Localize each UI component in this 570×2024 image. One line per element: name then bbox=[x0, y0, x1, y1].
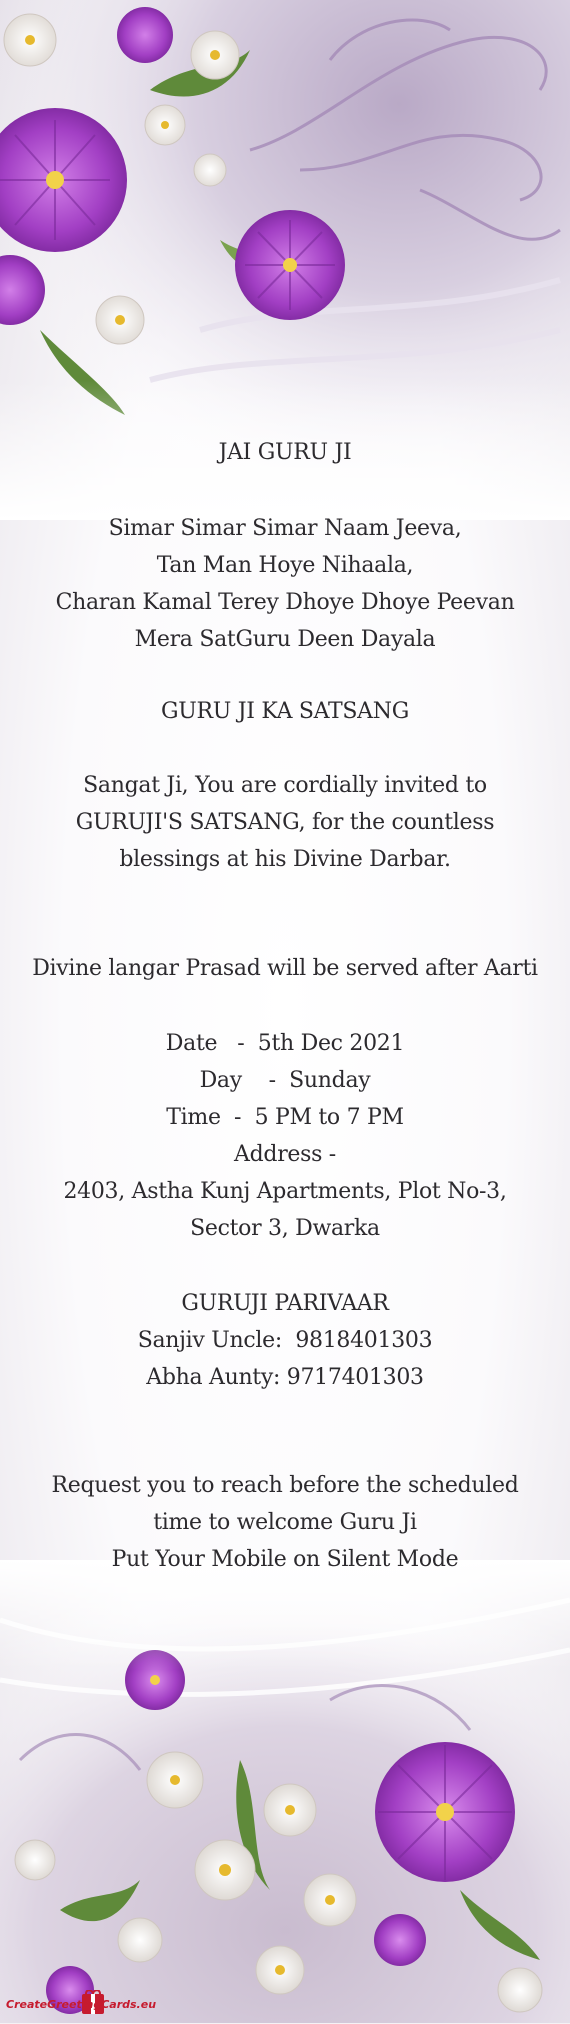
langar-note: Divine langar Prasad will be served after Aarti bbox=[32, 956, 538, 981]
brand-logo-text: CreateGreetingCards.eu bbox=[6, 1998, 157, 2011]
contact-line: Sanjiv Uncle: 9818401303 bbox=[137, 1328, 433, 1353]
invite-message: Sangat Ji, You are cordially invited to GURUJI'S SATSANG, for the countless blessings at his Divine Darbar. bbox=[75, 773, 495, 872]
family-title: GURUJI PARIVAAR bbox=[181, 1291, 389, 1316]
event-day: Day - Sunday bbox=[199, 1068, 371, 1093]
contact-line: Abha Aunty: 9717401303 bbox=[146, 1365, 424, 1390]
request-message: Request you to reach before the scheduled time to welcome Guru Ji bbox=[51, 1473, 519, 1535]
address-label: Address - bbox=[234, 1142, 336, 1167]
address-text: 2403, Astha Kunj Apartments, Plot No-3, Sector 3, Dwarka bbox=[63, 1179, 507, 1241]
verse-line: Mera SatGuru Deen Dayala bbox=[134, 627, 436, 652]
verse-line: Tan Man Hoye Nihaala, bbox=[156, 553, 414, 578]
silent-note: Put Your Mobile on Silent Mode bbox=[111, 1547, 459, 1572]
event-title: GURU JI KA SATSANG bbox=[161, 699, 409, 724]
verse-line: Simar Simar Simar Naam Jeeva, bbox=[108, 516, 462, 541]
verse-line: Charan Kamal Terey Dhoye Dhoye Peevan bbox=[55, 590, 515, 615]
event-date: Date - 5th Dec 2021 bbox=[165, 1031, 405, 1056]
bottom-floral-decoration bbox=[0, 1560, 570, 2023]
event-time: Time - 5 PM to 7 PM bbox=[166, 1105, 404, 1130]
greeting-heading: JAI GURU JI bbox=[218, 440, 352, 465]
brand-logo[interactable] bbox=[2, 1990, 157, 2020]
